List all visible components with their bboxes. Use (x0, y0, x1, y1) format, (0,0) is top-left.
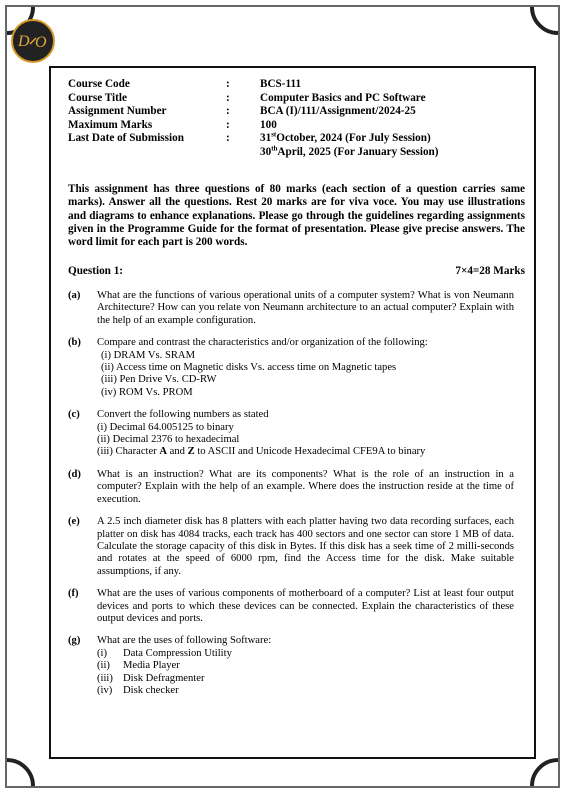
sub-item: (iv) Disk checker (97, 684, 179, 696)
sub-item: (ii) Decimal 2376 to hexadecimal (97, 434, 240, 446)
question-item-g (68, 635, 514, 697)
sub-item: (ii) Access time on Magnetic disks Vs. access time on Magnetic tapes (101, 362, 397, 374)
course-code-label: Course Code (68, 78, 130, 90)
corner-ornament-top-right (512, 7, 558, 53)
july-session-date: 31stOctober, 2024 (For July Session) (260, 130, 431, 144)
item-text: What are the functions of various operational units of a computer system? What is von Neumann Architecture? How can you relate von Neumann architecture to an actual computer? Explain with the help of an example configuration. (97, 290, 514, 326)
january-session-date: 30thApril, 2025 (For January Session) (260, 143, 439, 158)
maximum-marks-row (68, 119, 520, 133)
item-text: What are the uses of following Software: (97, 635, 272, 647)
assignment-number-row (68, 105, 520, 119)
sub-item: (iii) Character A and Z to ASCII and Unicode Hexadecimal CFE9A to binary (97, 446, 426, 458)
item-letter: (a) (68, 290, 81, 301)
submission-dates (260, 132, 520, 159)
item-body (97, 337, 514, 399)
item-text: Convert the following numbers as stated (97, 409, 269, 421)
assignment-number-label: Assignment Number (68, 105, 167, 117)
svg-text:O: O (35, 34, 47, 51)
svg-text:D: D (18, 33, 30, 50)
submission-date-row (68, 132, 520, 159)
sub-item: (iii) Disk Defragmenter (97, 672, 205, 684)
sub-item: (i) DRAM Vs. SRAM (101, 349, 195, 361)
item-letter: (g) (68, 635, 81, 647)
logo (11, 19, 55, 63)
logo-mark-icon (15, 30, 51, 52)
item-text: A 2.5 inch diameter disk has 8 platters with each platter having two data recording surfaces, each platter on disk has 4084 tracks, each track has 400 sectors and one sector can store 1 MB of data. Calculate the storage capacity of this disk in Bytes. If this disk has a seek time of 2 milli-seconds and rotates at the speed of 6000 rpm, find the Access time for the disk. Make suitable assumptions, if any. (97, 516, 514, 577)
question-item-b (68, 337, 514, 399)
colon: : (226, 132, 230, 144)
maximum-marks-value: 100 (260, 118, 277, 131)
submission-date-label: Last Date of Submission (68, 132, 184, 144)
question-item-a (68, 290, 514, 327)
sub-list (97, 648, 514, 698)
item-text: What are the uses of various components of motherboard of a computer? List at least four output devices and ports to which these devices can be connected. Explain the characteristics of these output devices and ports. (97, 588, 514, 624)
question-heading (68, 265, 525, 277)
item-body (97, 635, 514, 697)
colon: : (226, 91, 230, 104)
item-letter: (c) (68, 409, 80, 421)
sub-item: (i) Data Compression Utility (97, 647, 232, 659)
corner-ornament-bottom-left (7, 740, 53, 786)
course-code-value: BCS-111 (260, 78, 302, 90)
course-info (68, 78, 520, 159)
question-item-d (68, 469, 514, 506)
sub-list (97, 422, 514, 459)
question-item-c (68, 409, 514, 459)
item-text: Compare and contrast the characteristics and/or organization of the following: (97, 337, 428, 349)
page-border (5, 5, 560, 788)
sub-item: (ii) Media Player (97, 660, 180, 672)
question-item-f (68, 588, 514, 625)
question-marks: 7×4=28 Marks (455, 265, 525, 277)
course-title-value: Computer Basics and PC Software (260, 91, 426, 104)
item-letter: (e) (68, 516, 80, 528)
colon: : (226, 78, 230, 90)
item-letter: (f) (68, 588, 79, 600)
assignment-frame (49, 66, 536, 759)
item-body (97, 409, 514, 459)
colon: : (226, 105, 230, 117)
sub-list (97, 350, 514, 400)
question-list (68, 290, 514, 707)
sub-item: (iii) Pen Drive Vs. CD-RW (101, 374, 217, 386)
maximum-marks-label: Maximum Marks (68, 118, 153, 131)
question-item-e (68, 516, 514, 578)
sub-item: (iv) ROM Vs. PROM (101, 386, 193, 398)
course-title-row (68, 92, 520, 106)
course-title-label: Course Title (68, 91, 127, 104)
item-letter: (b) (68, 337, 81, 349)
instructions-paragraph: This assignment has three questions of 80 marks (each section of a question carries same marks). Answer all the questions. Rest 20 marks are for viva voce. You may use illustrations and diagrams to enhance explanations. Please go through the guidelines regarding assignments given in the Programme Guide for the format of presentation. Please give precise answers. The word limit for each part is 200 words. (68, 183, 525, 249)
item-letter: (d) (68, 468, 81, 480)
item-text: What is an instruction? What are its components? What is the role of an instruction in a computer? Explain with the help of an example. Where does the instruction reside at the time of execution. (97, 468, 514, 505)
course-code-row (68, 78, 520, 92)
colon: : (226, 118, 230, 131)
question-title: Question 1: (68, 265, 124, 277)
assignment-number-value: BCA (I)/111/Assignment/2024-25 (260, 105, 416, 117)
sub-item: (i) Decimal 64.005125 to binary (97, 421, 234, 433)
